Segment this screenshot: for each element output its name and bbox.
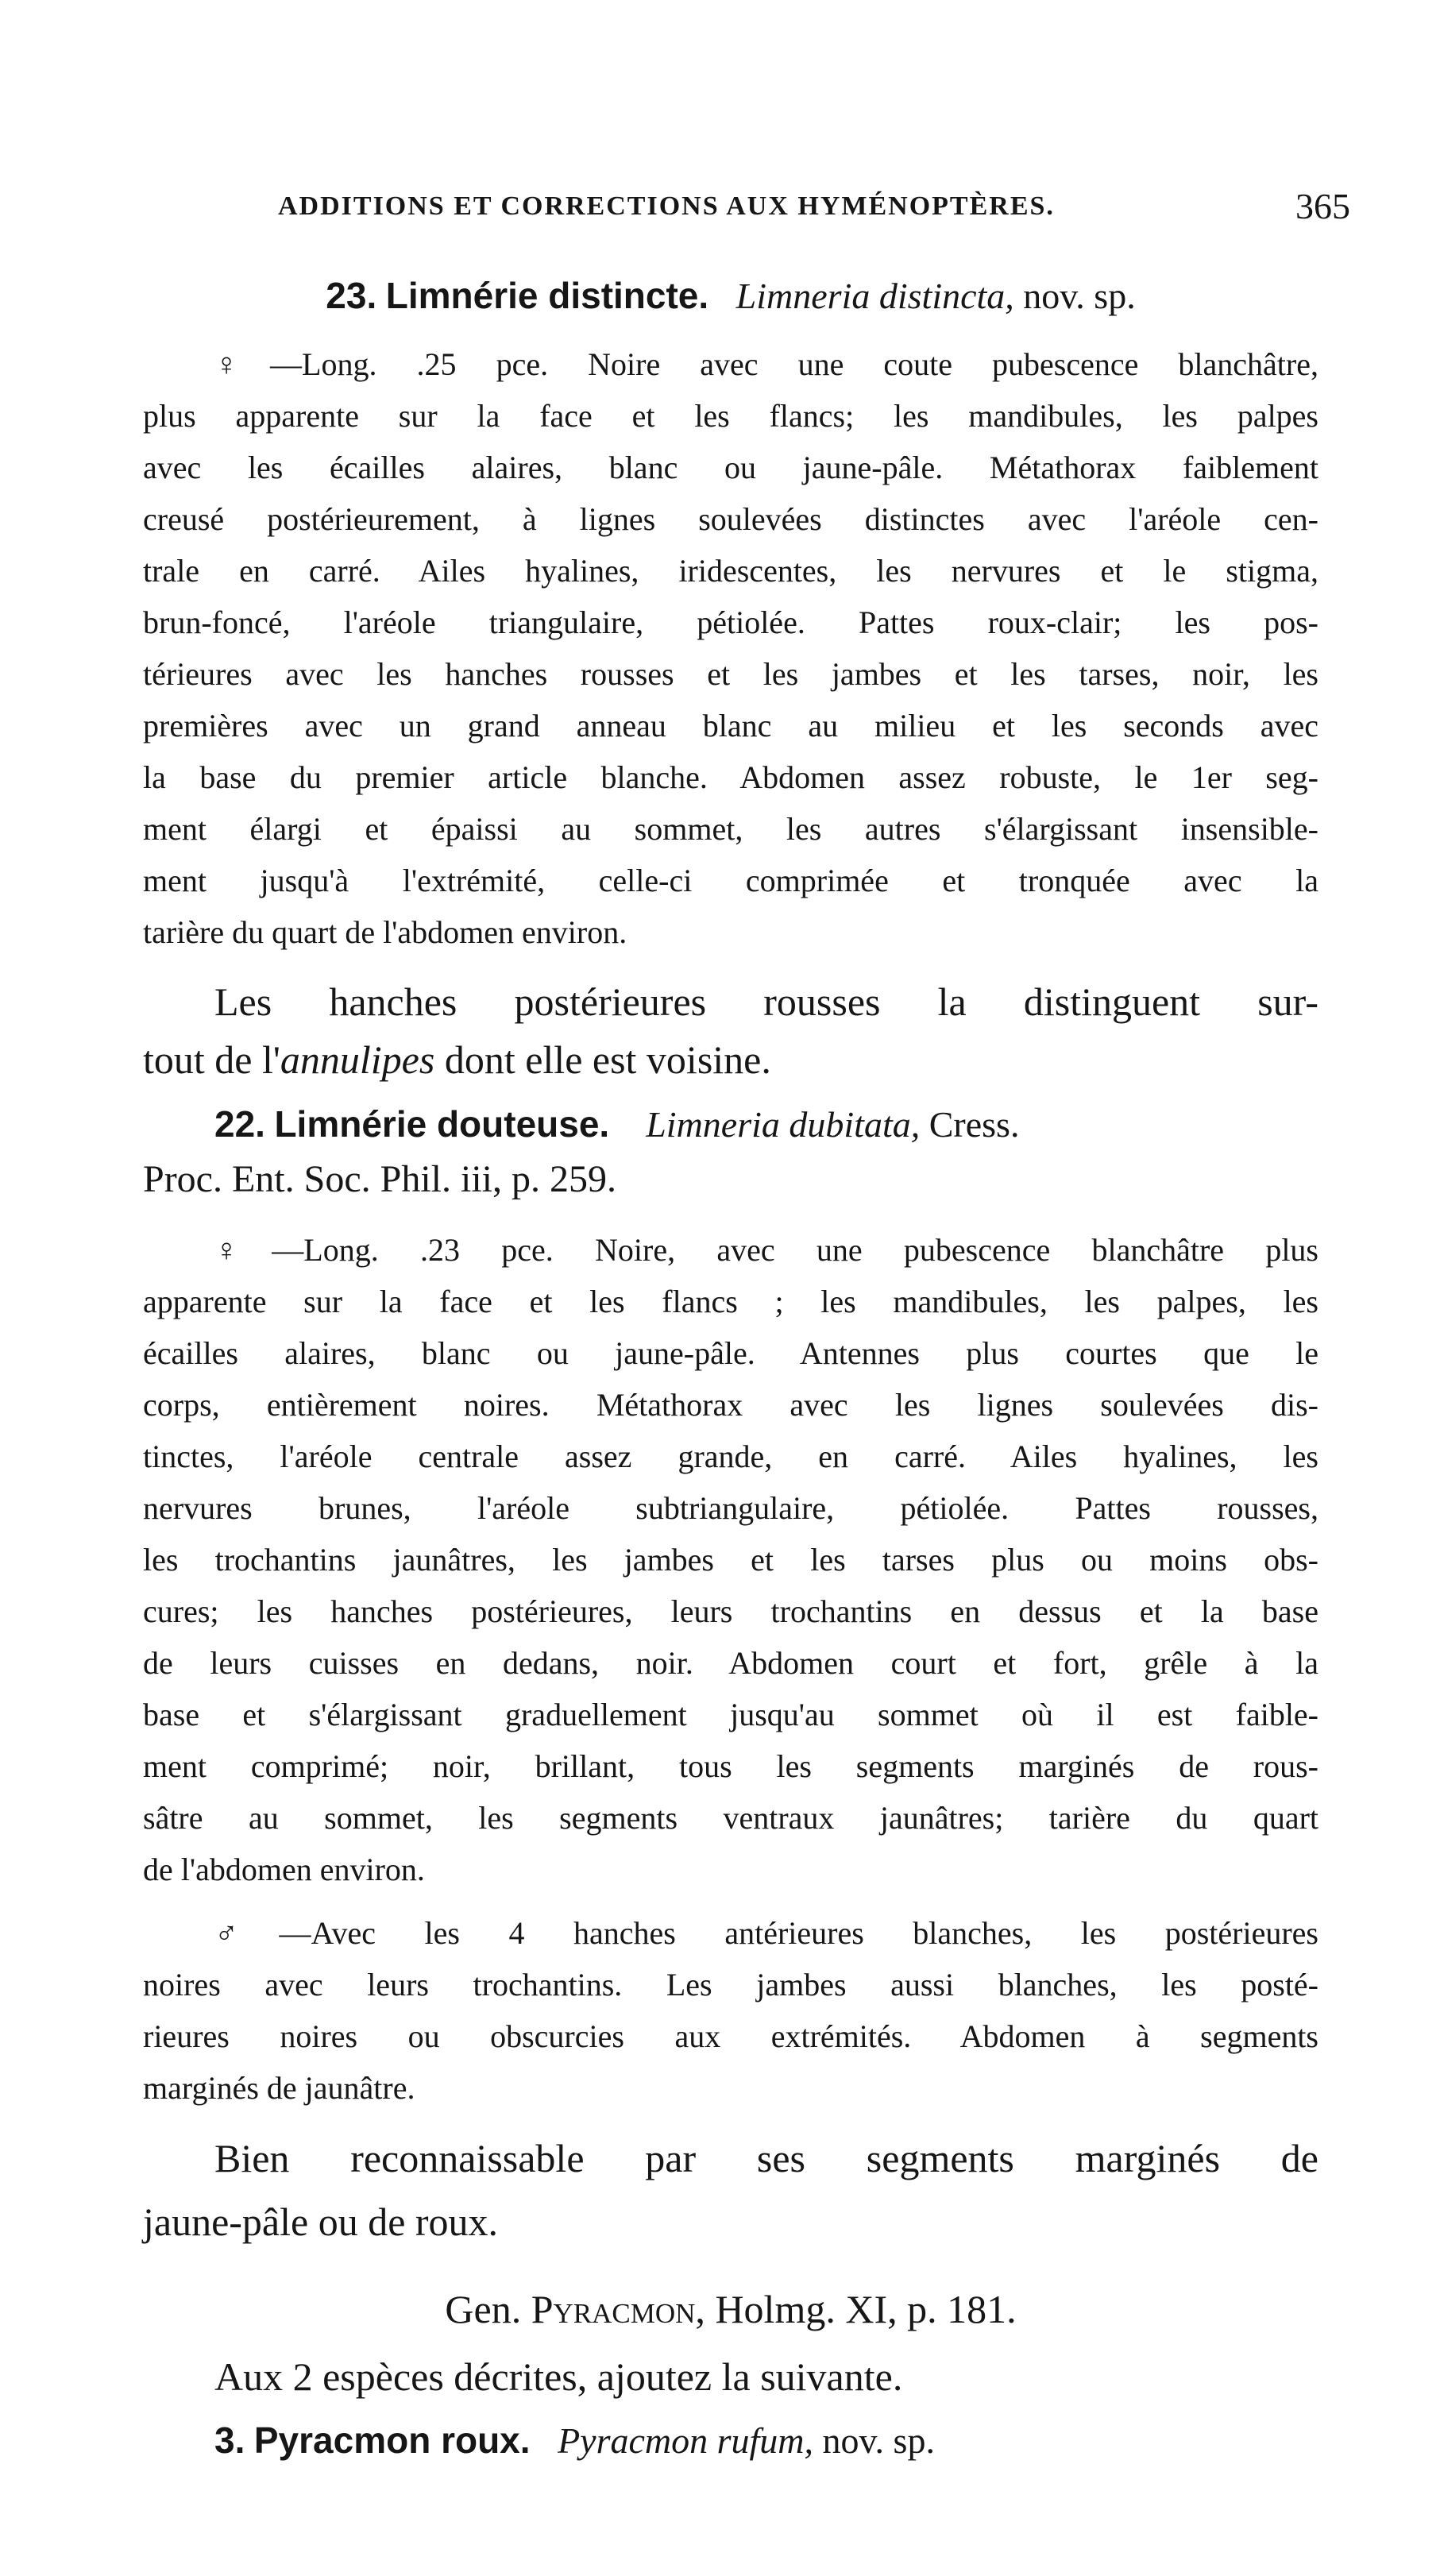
female-description-line: corps, entièrement noires. Métathorax avec les lignes soulevées dis-: [143, 1387, 1318, 1423]
female-description-line: sâtre au sommet, les segments ventraux jaunâtres; tarière du quart: [143, 1800, 1318, 1836]
female-description-line: tinctes, l'aréole centrale assez grande, en carré. Ailes hyalines, les: [143, 1439, 1318, 1474]
description-line: la base du premier article blanche. Abdomen assez robuste, le 1er seg-: [143, 759, 1318, 795]
remark-line: jaune-pâle ou de roux.: [143, 2199, 499, 2244]
species-22-reference: Proc. Ent. Soc. Phil. iii, p. 259.: [143, 1158, 617, 1200]
male-description-line: noires avec leurs trochantins. Les jambes aussi blanches, les posté-: [143, 1967, 1318, 2002]
female-description-line: ment comprimé; noir, brillant, tous les segments marginés de rous-: [143, 1748, 1318, 1784]
description-line: brun-foncé, l'aréole triangulaire, pétiolée. Pattes roux-clair; les pos-: [143, 604, 1318, 640]
male-description-line: rieures noires ou obscurcies aux extrémités. Abdomen à segments: [143, 2018, 1318, 2054]
remark-line: Bien reconnaissable par ses segments marginés de: [214, 2136, 1318, 2180]
female-description-line: de l'abdomen environ.: [143, 1852, 425, 1887]
description-line: térieures avec les hanches rousses et les jambes et les tarses, noir, les: [143, 656, 1318, 692]
male-description-line: ♂—Avec les 4 hanches antérieures blanches, les postérieures: [214, 1915, 1318, 1951]
species-3-heading: 3. Pyracmon roux. Pyracmon rufum, nov. sp.: [214, 2420, 935, 2461]
species-23-heading: 23. Limnérie distincte. Limneria distincta, nov. sp.: [326, 275, 1136, 316]
female-description-line: de leurs cuisses en dedans, noir. Abdomen court et fort, grêle à la: [143, 1645, 1318, 1681]
female-description-line: cures; les hanches postérieures, leurs trochantins en dessus et la base: [143, 1593, 1318, 1629]
female-description-line: les trochantins jaunâtres, les jambes et les tarses plus ou moins obs-: [143, 1542, 1318, 1578]
genus-heading: Gen. Pyracmon, Holmg. XI, p. 181.: [445, 2287, 1017, 2331]
description-line: avec les écailles alaires, blanc ou jaune-pâle. Métathorax faiblement: [143, 450, 1318, 485]
description-line: trale en carré. Ailes hyalines, iridescentes, les nervures et le stigma,: [143, 553, 1318, 589]
female-description-line: ♀—Long. .23 pce. Noire, avec une pubescence blanchâtre plus: [214, 1232, 1318, 1268]
description-line: premières avec un grand anneau blanc au milieu et les seconds avec: [143, 708, 1318, 743]
female-description-line: nervures brunes, l'aréole subtriangulaire, pétiolée. Pattes rousses,: [143, 1490, 1318, 1526]
description-line: ment élargi et épaissi au sommet, les autres s'élargissant insensible-: [143, 811, 1318, 847]
species-22-heading: 22. Limnérie douteuse. Limneria dubitata, Cress.: [214, 1103, 1020, 1145]
page-header: [278, 185, 1350, 233]
remark-line: Les hanches postérieures rousses la distinguent sur-: [214, 979, 1318, 1024]
male-description-line: marginés de jaunâtre.: [143, 2070, 415, 2106]
description-line: ♀—Long. .25 pce. Noire avec une coute pubescence blanchâtre,: [214, 346, 1318, 382]
description-line: tarière du quart de l'abdomen environ.: [143, 914, 627, 950]
female-description-line: écailles alaires, blanc ou jaune-pâle. Antennes plus courtes que le: [143, 1335, 1318, 1371]
female-description-line: base et s'élargissant graduellement jusqu'au sommet où il est faible-: [143, 1697, 1318, 1732]
description-line: plus apparente sur la face et les flancs; les mandibules, les palpes: [143, 398, 1318, 434]
addition-note: Aux 2 espèces décrites, ajoutez la suivante.: [214, 2354, 903, 2399]
page-number: 365: [1295, 186, 1350, 226]
description-line: ment jusqu'à l'extrémité, celle-ci comprimée et tronquée avec la: [143, 863, 1318, 898]
description-line: creusé postérieurement, à lignes soulevées distinctes avec l'aréole cen-: [143, 501, 1318, 537]
remark-line: tout de l'annulipes dont elle est voisine.: [143, 1037, 771, 1082]
female-description-line: apparente sur la face et les flancs ; les mandibules, les palpes, les: [143, 1284, 1318, 1319]
running-title: ADDITIONS ET CORRECTIONS AUX HYMÉNOPTÈRES.: [278, 191, 1055, 221]
